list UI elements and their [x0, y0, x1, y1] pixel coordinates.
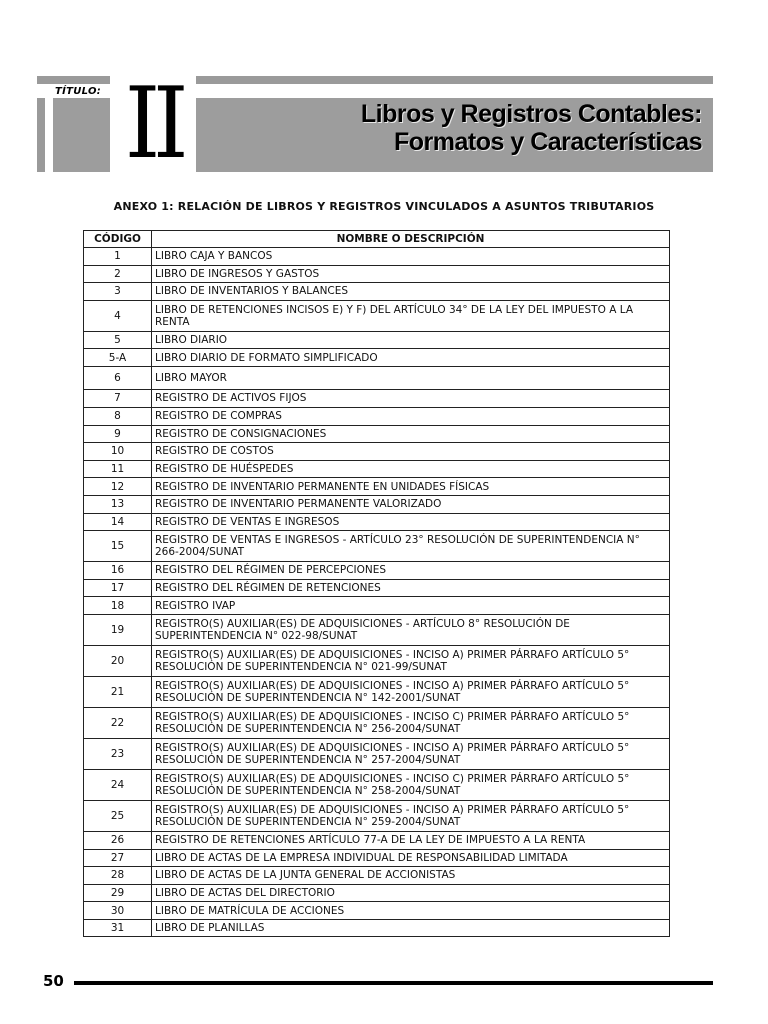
chapter-title-line-1: Libros y Registros Contables: — [360, 100, 702, 128]
row-code: 29 — [84, 884, 152, 902]
row-code: 21 — [84, 676, 152, 707]
title-numeral-text: II — [124, 67, 182, 181]
row-description: LIBRO MAYOR — [152, 366, 670, 389]
header-left-bar — [37, 98, 45, 172]
row-code: 11 — [84, 460, 152, 478]
table-row — [84, 614, 670, 645]
table-row — [84, 478, 670, 496]
row-description: REGISTRO DE RETENCIONES ARTÍCULO 77-A DE LA LEY DE IMPUESTO A LA RENTA — [152, 831, 670, 849]
row-code: 18 — [84, 597, 152, 615]
table-row — [84, 407, 670, 425]
row-description: REGISTRO(S) AUXILIAR(ES) DE ADQUISICIONES - ARTÍCULO 8° RESOLUCIÓN DE SUPERINTENDENCIA N° 022-98/SUNAT — [152, 614, 670, 645]
row-description: LIBRO DE MATRÍCULA DE ACCIONES — [152, 902, 670, 920]
table-row — [84, 884, 670, 902]
table-row — [84, 331, 670, 349]
row-description: LIBRO DE INGRESOS Y GASTOS — [152, 265, 670, 283]
footer-rule — [74, 981, 713, 985]
title-numeral — [110, 67, 196, 181]
row-description: REGISTRO IVAP — [152, 597, 670, 615]
table-row — [84, 531, 670, 562]
row-code: 12 — [84, 478, 152, 496]
row-description: REGISTRO DE ACTIVOS FIJOS — [152, 389, 670, 407]
table-row — [84, 513, 670, 531]
row-description: REGISTRO(S) AUXILIAR(ES) DE ADQUISICIONES - INCISO A) PRIMER PÁRRAFO ARTÍCULO 5° RESOLUCIÓN DE SUPERINTENDENCIA N° 021-99/SUNAT — [152, 645, 670, 676]
table-row — [84, 495, 670, 513]
table-row — [84, 831, 670, 849]
table-row — [84, 676, 670, 707]
row-code: 27 — [84, 849, 152, 867]
table-body — [84, 248, 670, 937]
row-code: 15 — [84, 531, 152, 562]
row-code: 17 — [84, 579, 152, 597]
row-description: REGISTRO DE VENTAS E INGRESOS - ARTÍCULO 23° RESOLUCIÓN DE SUPERINTENDENCIA N° 266-2004/SUNAT — [152, 531, 670, 562]
row-code: 19 — [84, 614, 152, 645]
row-code: 30 — [84, 902, 152, 920]
row-description: LIBRO DE ACTAS DE LA EMPRESA INDIVIDUAL DE RESPONSABILIDAD LIMITADA — [152, 849, 670, 867]
row-code: 26 — [84, 831, 152, 849]
row-code: 16 — [84, 562, 152, 580]
chapter-title — [361, 100, 702, 156]
page-number: 50 — [43, 972, 64, 990]
row-code: 5-A — [84, 349, 152, 367]
row-code: 1 — [84, 248, 152, 266]
row-description: REGISTRO DE CONSIGNACIONES — [152, 425, 670, 443]
row-description: REGISTRO DE VENTAS E INGRESOS — [152, 513, 670, 531]
table-row — [84, 248, 670, 266]
row-code: 2 — [84, 265, 152, 283]
row-description: REGISTRO(S) AUXILIAR(ES) DE ADQUISICIONES - INCISO A) PRIMER PÁRRAFO ARTÍCULO 5° RESOLUCIÓN DE SUPERINTENDENCIA N° 259-2004/SUNAT — [152, 800, 670, 831]
table-row — [84, 707, 670, 738]
table-row — [84, 366, 670, 389]
table-row — [84, 919, 670, 937]
row-code: 22 — [84, 707, 152, 738]
row-description: REGISTRO(S) AUXILIAR(ES) DE ADQUISICIONES - INCISO A) PRIMER PÁRRAFO ARTÍCULO 5° RESOLUCIÓN DE SUPERINTENDENCIA N° 142-2001/SUNAT — [152, 676, 670, 707]
table-row — [84, 800, 670, 831]
row-code: 13 — [84, 495, 152, 513]
row-description: REGISTRO DE INVENTARIO PERMANENTE EN UNIDADES FÍSICAS — [152, 478, 670, 496]
row-description: REGISTRO(S) AUXILIAR(ES) DE ADQUISICIONES - INCISO C) PRIMER PÁRRAFO ARTÍCULO 5° RESOLUCIÓN DE SUPERINTENDENCIA N° 256-2004/SUNAT — [152, 707, 670, 738]
row-description: REGISTRO DE INVENTARIO PERMANENTE VALORIZADO — [152, 495, 670, 513]
chapter-title-line-2: Formatos y Características — [394, 128, 702, 156]
row-description: LIBRO DE PLANILLAS — [152, 919, 670, 937]
row-description: LIBRO DE ACTAS DE LA JUNTA GENERAL DE ACCIONISTAS — [152, 867, 670, 885]
row-description: LIBRO DE INVENTARIOS Y BALANCES — [152, 283, 670, 301]
row-description: LIBRO CAJA Y BANCOS — [152, 248, 670, 266]
row-code: 24 — [84, 769, 152, 800]
table-row — [84, 283, 670, 301]
row-description: LIBRO DE ACTAS DEL DIRECTORIO — [152, 884, 670, 902]
table-row — [84, 849, 670, 867]
row-description: LIBRO DIARIO — [152, 331, 670, 349]
row-description: REGISTRO(S) AUXILIAR(ES) DE ADQUISICIONES - INCISO C) PRIMER PÁRRAFO ARTÍCULO 5° RESOLUCIÓN DE SUPERINTENDENCIA N° 258-2004/SUNAT — [152, 769, 670, 800]
table-row — [84, 443, 670, 461]
row-code: 10 — [84, 443, 152, 461]
row-code: 4 — [84, 300, 152, 331]
row-description: REGISTRO DE COMPRAS — [152, 407, 670, 425]
row-description: LIBRO DIARIO DE FORMATO SIMPLIFICADO — [152, 349, 670, 367]
table-header-row — [84, 231, 670, 248]
row-code: 20 — [84, 645, 152, 676]
table-row — [84, 349, 670, 367]
row-code: 31 — [84, 919, 152, 937]
row-description: LIBRO DE RETENCIONES INCISOS E) Y F) DEL ARTÍCULO 34° DE LA LEY DEL IMPUESTO A LA RENTA — [152, 300, 670, 331]
row-code: 5 — [84, 331, 152, 349]
table-row — [84, 460, 670, 478]
table-row — [84, 769, 670, 800]
books-registry-table — [83, 230, 670, 937]
row-code: 23 — [84, 738, 152, 769]
table-row — [84, 902, 670, 920]
column-header-name: NOMBRE O DESCRIPCIÓN — [152, 231, 670, 248]
table-row — [84, 738, 670, 769]
column-header-code: CÓDIGO — [84, 231, 152, 248]
table-row — [84, 389, 670, 407]
row-description: REGISTRO DEL RÉGIMEN DE PERCEPCIONES — [152, 562, 670, 580]
row-code: 25 — [84, 800, 152, 831]
row-description: REGISTRO DEL RÉGIMEN DE RETENCIONES — [152, 579, 670, 597]
table-row — [84, 300, 670, 331]
table-row — [84, 867, 670, 885]
table-row — [84, 562, 670, 580]
table-row — [84, 597, 670, 615]
table-row — [84, 265, 670, 283]
table-row — [84, 425, 670, 443]
row-description: REGISTRO DE HUÉSPEDES — [152, 460, 670, 478]
table-row — [84, 645, 670, 676]
annex-title: ANEXO 1: RELACIÓN DE LIBROS Y REGISTROS VINCULADOS A ASUNTOS TRIBUTARIOS — [113, 200, 655, 213]
table-row — [84, 579, 670, 597]
row-code: 28 — [84, 867, 152, 885]
row-code: 14 — [84, 513, 152, 531]
row-code: 3 — [84, 283, 152, 301]
row-description: REGISTRO DE COSTOS — [152, 443, 670, 461]
row-description: REGISTRO(S) AUXILIAR(ES) DE ADQUISICIONES - INCISO A) PRIMER PÁRRAFO ARTÍCULO 5° RESOLUCIÓN DE SUPERINTENDENCIA N° 257-2004/SUNAT — [152, 738, 670, 769]
title-label: TÍTULO: — [55, 86, 102, 97]
row-code: 6 — [84, 366, 152, 389]
row-code: 9 — [84, 425, 152, 443]
row-code: 8 — [84, 407, 152, 425]
row-code: 7 — [84, 389, 152, 407]
